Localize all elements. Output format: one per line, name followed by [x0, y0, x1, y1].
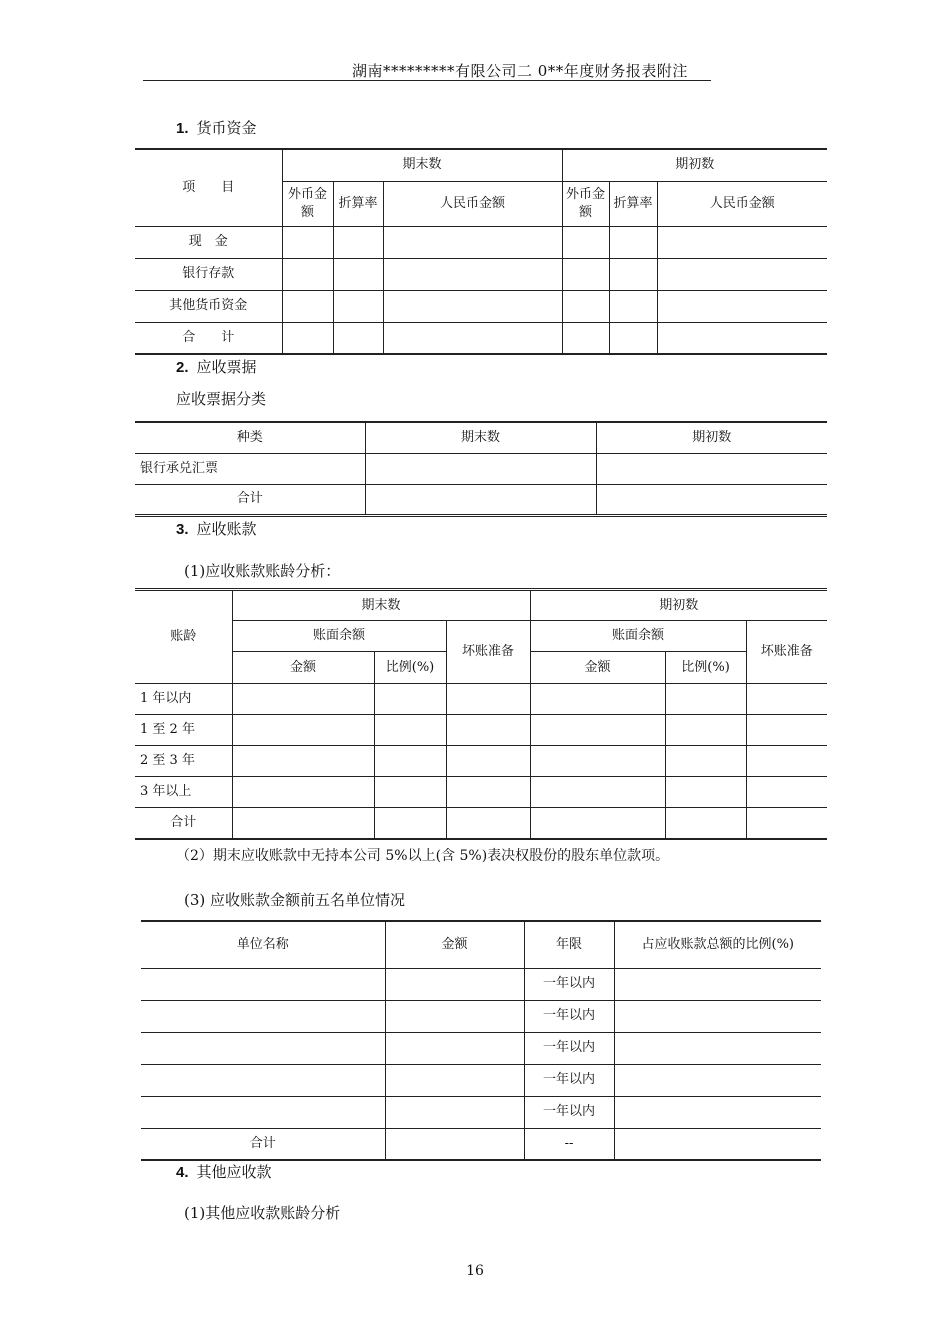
aging-begin-book-balance-header: 账面余额 — [530, 621, 746, 652]
top5-years-cell: 一年以内 — [524, 1032, 614, 1064]
aging-end-amount-header: 金额 — [232, 652, 374, 684]
aging-end-book-balance-header: 账面余额 — [232, 621, 446, 652]
aging-row-label: 1 年以内 — [135, 684, 232, 715]
table-row — [135, 777, 827, 808]
receivables-aging-table — [135, 588, 827, 840]
table-row — [135, 715, 827, 746]
top5-header-years: 年限 — [524, 921, 614, 968]
cash-row-label: 合 计 — [135, 322, 282, 354]
aging-row-label: 3 年以上 — [135, 777, 232, 808]
table-row — [141, 1064, 821, 1096]
aging-row-label: 合计 — [135, 808, 232, 839]
top5-total-label: 合计 — [141, 1128, 385, 1160]
table-row — [135, 808, 827, 839]
table-row — [135, 484, 827, 515]
table-row — [141, 1128, 821, 1160]
notes-header-begin: 期初数 — [596, 422, 827, 453]
top5-total-years: -- — [524, 1128, 614, 1160]
table-row — [141, 968, 821, 1000]
table-row — [141, 1096, 821, 1128]
cash-row-label: 其他货币资金 — [135, 290, 282, 322]
table-row — [135, 684, 827, 715]
aging-age-header: 账龄 — [135, 590, 232, 684]
cash-end-period-header: 期末数 — [282, 149, 562, 181]
section-3-number: 3. — [176, 521, 189, 538]
section-3-note-2: （2）期末应收账款中无持本公司 5%以上(含 5%)表决权股份的股东单位款项。 — [176, 848, 670, 864]
page-number: 16 — [466, 1263, 484, 1279]
cash-begin-rate-header: 折算率 — [609, 181, 657, 226]
cash-row-label: 现 金 — [135, 226, 282, 258]
table-row — [135, 258, 827, 290]
top5-years-cell: 一年以内 — [524, 1064, 614, 1096]
cash-row-label: 银行存款 — [135, 258, 282, 290]
cash-begin-period-header: 期初数 — [562, 149, 827, 181]
top5-years-cell: 一年以内 — [524, 968, 614, 1000]
aging-end-period-header: 期末数 — [232, 590, 530, 621]
aging-begin-ratio-header: 比例(%) — [665, 652, 746, 684]
section-4-number: 4. — [176, 1164, 189, 1181]
notes-row-label: 银行承兑汇票 — [135, 453, 365, 484]
aging-begin-period-header: 期初数 — [530, 590, 827, 621]
section-2-number: 2. — [176, 359, 189, 376]
section-1-heading — [176, 117, 257, 138]
section-3-subtitle-3: (3) 应收账款金额前五名单位情况 — [184, 891, 406, 909]
table-row — [135, 226, 827, 258]
notes-header-end: 期末数 — [365, 422, 596, 453]
cash-end-rate-header: 折算率 — [333, 181, 383, 226]
table-row — [141, 1032, 821, 1064]
page-header-title: 湖南*********有限公司二 0**年度财务报表附注 — [352, 62, 688, 80]
top-five-table — [141, 920, 821, 1161]
cash-begin-foreign-header: 外币金额 — [562, 181, 609, 226]
section-1-number: 1. — [176, 120, 189, 137]
top5-years-cell: 一年以内 — [524, 1096, 614, 1128]
top5-header-ratio: 占应收账款总额的比例(%) — [614, 921, 821, 968]
aging-row-label: 2 至 3 年 — [135, 746, 232, 777]
cash-item-header: 项 目 — [135, 149, 282, 226]
section-2-heading — [176, 356, 257, 377]
cash-begin-rmb-header: 人民币金额 — [657, 181, 827, 226]
table-row — [135, 290, 827, 322]
table-row — [141, 1000, 821, 1032]
cash-end-rmb-header: 人民币金额 — [383, 181, 562, 226]
top5-years-cell: 一年以内 — [524, 1000, 614, 1032]
section-4-heading — [176, 1161, 272, 1182]
section-1-title: 货币资金 — [196, 119, 257, 137]
table-row — [135, 746, 827, 777]
section-3-subtitle-1: (1)应收账款账龄分析： — [184, 562, 341, 580]
table-row — [135, 453, 827, 484]
header-rule — [143, 80, 711, 81]
aging-end-bad-debt-header: 坏账准备 — [446, 621, 530, 684]
section-2-title: 应收票据 — [196, 358, 257, 376]
notes-header-type: 种类 — [135, 422, 365, 453]
section-2-subtitle: 应收票据分类 — [176, 390, 267, 408]
top5-header-name: 单位名称 — [141, 921, 385, 968]
top5-header-amount: 金额 — [385, 921, 524, 968]
section-3-heading — [176, 518, 257, 539]
aging-row-label: 1 至 2 年 — [135, 715, 232, 746]
table-row — [135, 322, 827, 354]
aging-begin-bad-debt-header: 坏账准备 — [746, 621, 827, 684]
notes-table — [135, 421, 827, 517]
section-3-title: 应收账款 — [196, 520, 257, 538]
cash-end-foreign-header: 外币金额 — [282, 181, 333, 226]
notes-row-label: 合计 — [135, 484, 365, 515]
aging-end-ratio-header: 比例(%) — [374, 652, 446, 684]
cash-table — [135, 148, 827, 355]
aging-begin-amount-header: 金额 — [530, 652, 665, 684]
section-4-subtitle: (1)其他应收款账龄分析 — [184, 1204, 341, 1222]
section-4-title: 其他应收款 — [196, 1163, 272, 1181]
